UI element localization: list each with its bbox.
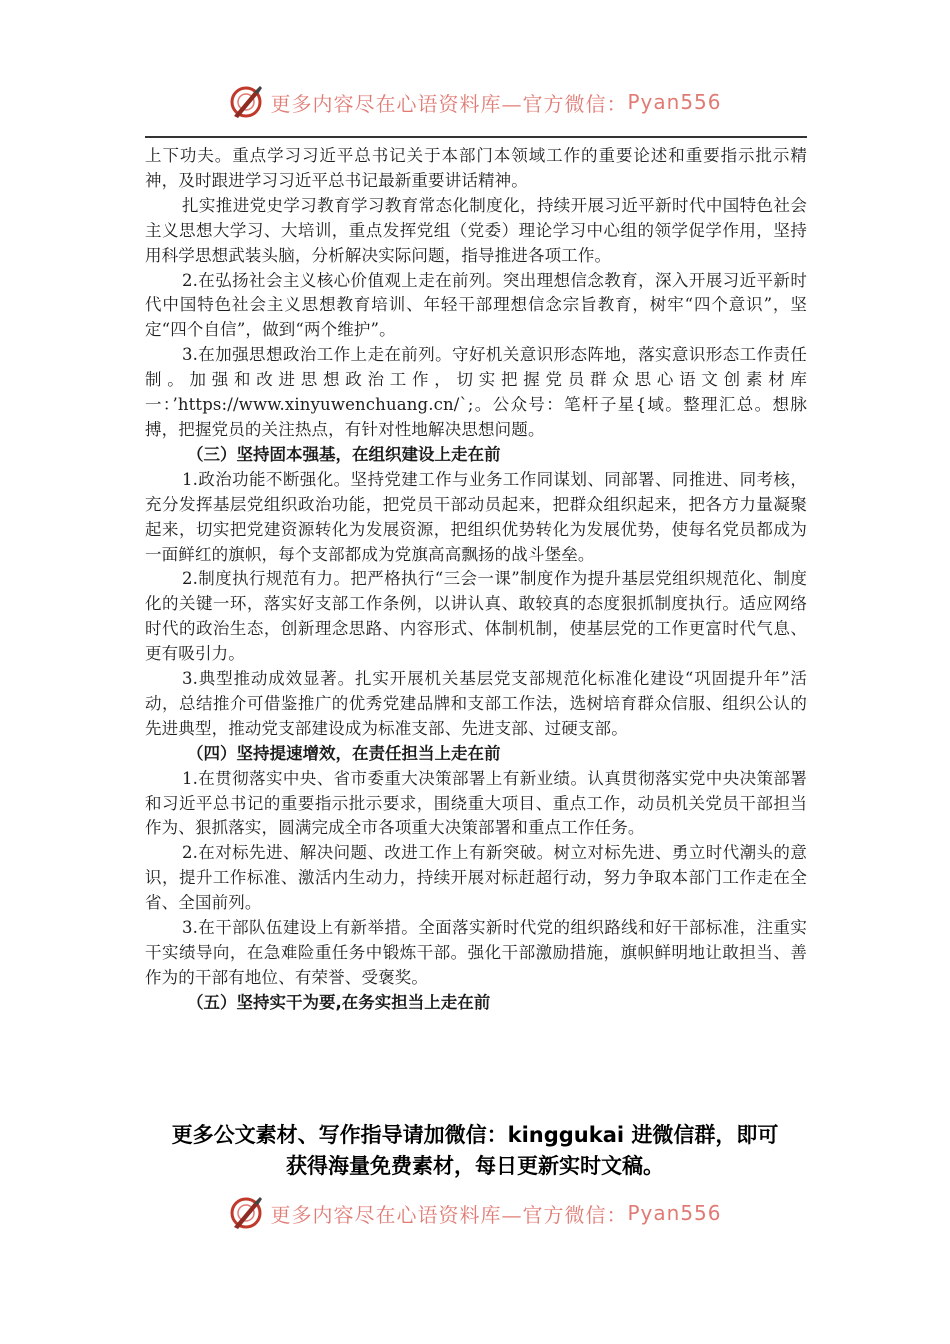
paragraph: 2.在弘扬社会主义核心价值观上走在前列。突出理想信念教育，深入开展习近平新时代中国特色社会主义思想教育培训、年轻干部理想信念宗旨教育，树牢“四个意识”，坚定“四个自信”，做到“两个维护”。 bbox=[145, 270, 807, 340]
paragraph: 扎实推进党史学习教育学习教育常态化制度化，持续开展习近平新时代中国特色社会主义思想大学习、大培训，重点发挥党组（党委）理论学习中心组的领学促学作用，坚持用科学思想武装头脑，分析解决实际问题，指导推进各项工作。 bbox=[145, 195, 807, 265]
footer-banner-text: 更多内容尽在心语资料库—官方微信： bbox=[270, 1202, 628, 1227]
header-banner bbox=[0, 82, 950, 122]
section-heading: （三）坚持固本强基，在组织建设上走在前 bbox=[187, 444, 501, 464]
paragraph: 1.政治功能不断强化。坚持党建工作与业务工作同谋划、同部署、同推进、同考核，充分发挥基层党组织政治功能，把党员干部动员起来，把群众组织起来，把各方力量凝聚起来，切实把党建资源转化为发展资源，把组织优势转化为发展优势，使每名党员都成为一面鲜红的旗帜，每个支部都成为党旗高高飘扬的战斗堡垒。 bbox=[145, 469, 807, 564]
paragraph: 3.典型推动成效显著。扎实开展机关基层党支部规范化标准化建设“巩固提升年”活动，总结推介可借鉴推广的优秀党建品牌和支部工作法，选树培育群众信服、组织公认的先进典型，推动党支部建设成为标准支部、先进支部、过硬支部。 bbox=[145, 669, 807, 738]
paragraph: 上下功夫。重点学习习近平总书记关于本部门本领域工作的重要论述和重要指示批示精神，及时跟进学习习近平总书记最新重要讲话精神。 bbox=[145, 146, 807, 190]
footer-wechat-id: Pyan556 bbox=[627, 1201, 722, 1225]
section-heading: （五）坚持实干为要,在务实担当上走在前 bbox=[187, 992, 491, 1012]
header-divider bbox=[145, 136, 807, 138]
header-banner-text: 更多内容尽在心语资料库—官方微信： bbox=[270, 91, 628, 116]
promo-line: 获得海量免费素材，每日更新实时文稿。 bbox=[286, 1154, 664, 1178]
brush-logo-icon bbox=[228, 84, 264, 120]
brush-logo-icon bbox=[228, 1195, 264, 1231]
paragraph: 2.在对标先进、解决问题、改进工作上有新突破。树立对标先进、勇立时代潮头的意识，提升工作标准、激活内生动力，持续开展对标赶超行动，努力争取本部门工作走在全省、全国前列。 bbox=[145, 843, 807, 913]
footer-banner bbox=[0, 1193, 950, 1233]
paragraph: 3.在干部队伍建设上有新举措。全面落实新时代党的组织路线和好干部标准，注重实干实绩导向，在急难险重任务中锻炼干部。强化干部激励措施，旗帜鲜明地让敢担当、善作为的干部有地位、有荣誉、受褒奖。 bbox=[145, 918, 807, 987]
paragraph: 2.制度执行规范有力。把严格执行“三会一课”制度作为提升基层党组织规范化、制度化的关键一环，落实好支部工作条例，以讲认真、敢较真的态度狠抓制度执行。适应网络时代的政治生态，创新理念思路、内容形式、体制机制，使基层党的工作更富时代气息、更有吸引力。 bbox=[145, 569, 807, 664]
document-body bbox=[145, 144, 807, 1016]
section-heading: （四）坚持提速增效，在责任担当上走在前 bbox=[187, 743, 501, 763]
promo-notice bbox=[130, 1120, 820, 1182]
paragraph: 1.在贯彻落实中央、省市委重大决策部署上有新业绩。认真贯彻落实党中央决策部署和习近平总书记的重要指示批示要求，围绕重大项目、重点工作，动员机关党员干部担当作为、狠抓落实，圆满完成全市各项重大决策部署和重点工作任务。 bbox=[145, 768, 807, 838]
promo-line: 更多公文素材、写作指导请加微信：kinggukai 进微信群，即可 bbox=[171, 1123, 779, 1147]
paragraph: 3.在加强思想政治工作上走在前列。守好机关意识形态阵地，落实意识形态工作责任制。加强和改进思想政治工作，切实把握党员群众思心语文创素材库一：’https://www.xinyuwenchuang.cn/`;。公众号：笔杆子星{域。整理汇总。想脉搏，把握党员的关注热点，有针对性地解决思想问题。 bbox=[145, 345, 807, 439]
header-wechat-id: Pyan556 bbox=[627, 90, 722, 114]
